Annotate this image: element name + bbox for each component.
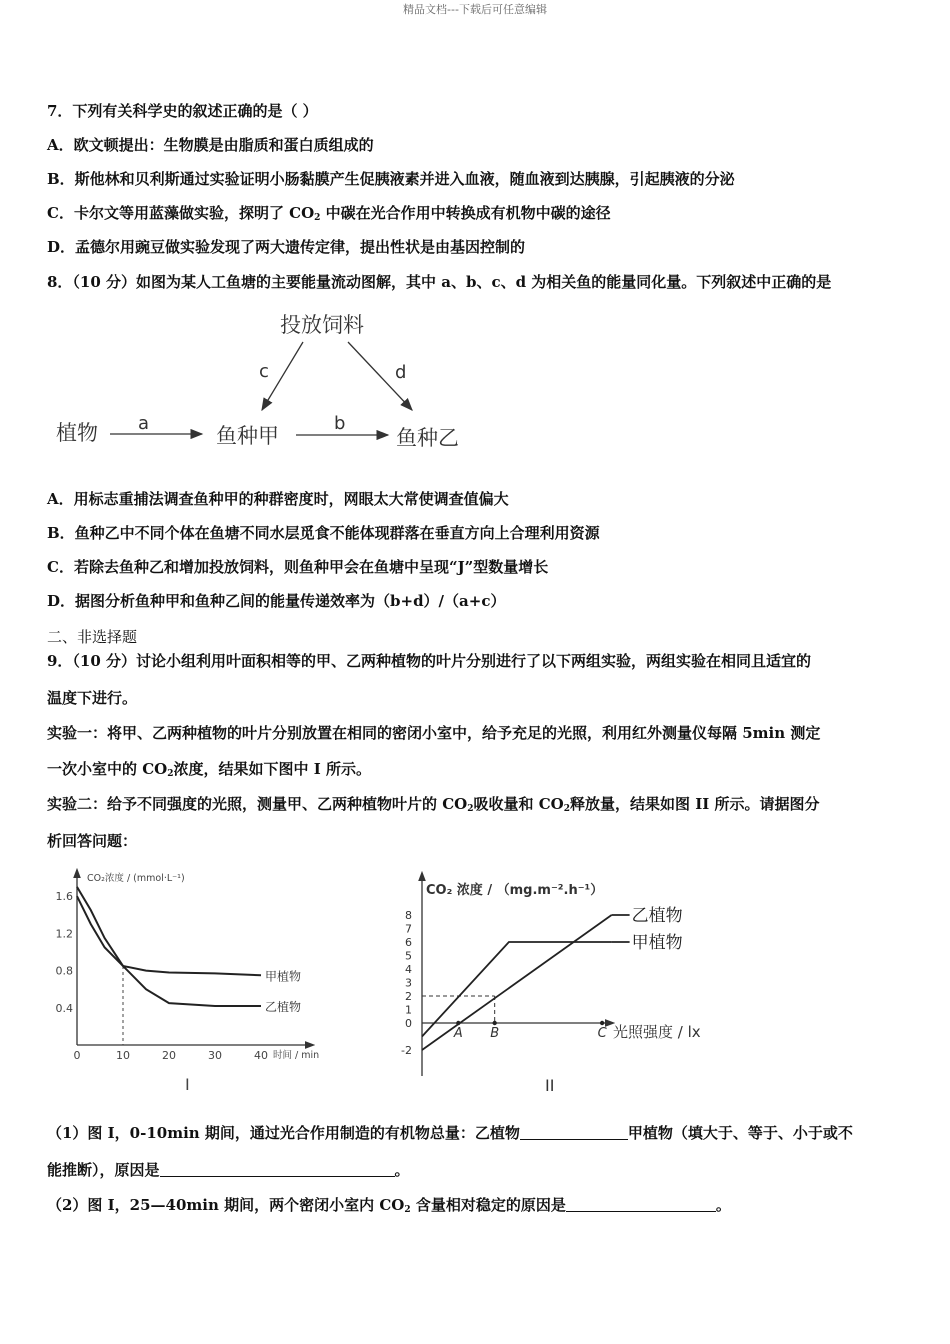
chart2-xlabel: 光照强度 / lx xyxy=(613,1023,701,1041)
chart1-ytick: 0.8 xyxy=(55,964,73,978)
chart1-series-label: 乙植物 xyxy=(265,999,302,1014)
label-c: c xyxy=(259,361,269,382)
chart2-xmark-dot xyxy=(492,1021,496,1025)
fish-a-label: 鱼种甲 xyxy=(216,424,279,448)
q8-option-c: C．若除去鱼种乙和增加投放饲料，则鱼种甲会在鱼塘中呈现“J”型数量增长 xyxy=(47,558,549,576)
chart2-title: II xyxy=(545,1076,555,1095)
chart2-ytick: 5 xyxy=(405,949,412,963)
chart1-xtick: 10 xyxy=(116,1049,130,1062)
page-header: 精品文档---下载后可任意编辑 xyxy=(403,3,547,16)
q9-sub1-line1: （1）图 I，0-10min 期间，通过光合作用制造的有机物总量：乙植物 甲植物（填大于、等于、小于或不 xyxy=(47,1124,853,1142)
chart1-series-label: 甲植物 xyxy=(265,969,302,984)
chart2-xmark: C xyxy=(597,1026,607,1041)
q9-sub1-line2: 能推断），原因是 。 xyxy=(47,1161,410,1179)
plant-label: 植物 xyxy=(56,421,98,445)
q9-exp2-line2: 析回答问题： xyxy=(47,832,138,850)
feed-label: 投放饲料 xyxy=(280,313,364,337)
energy-flow-diagram xyxy=(40,305,500,465)
label-b: b xyxy=(334,413,346,434)
chart1-ytick: 1.6 xyxy=(55,890,73,904)
label-d: d xyxy=(395,362,407,383)
chart2-series-line xyxy=(422,942,612,1037)
chart2-ytick: 2 xyxy=(405,990,412,1003)
q9-line2: 温度下进行。 xyxy=(47,689,138,707)
chart2-xmark: B xyxy=(490,1026,500,1041)
section-title: 二、非选择题 xyxy=(47,628,138,646)
chart2-ytick: 1 xyxy=(405,1003,412,1017)
label-a: a xyxy=(138,413,150,434)
chart1-xtick: 20 xyxy=(162,1049,176,1062)
chart2-ytick: -2 xyxy=(401,1044,412,1057)
q8-option-b: B．鱼种乙中不同个体在鱼塘不同水层觅食不能体现群落在垂直方向上合理利用资源 xyxy=(47,524,600,542)
q7-option-b: B．斯他林和贝利斯通过实验证明小肠黏膜产生促胰液素并进入血液，随血液到达胰腺，引起胰液的分泌 xyxy=(47,170,735,188)
q7-option-d: D．孟德尔用豌豆做实验发现了两大遗传定律，提出性状是由基因控制的 xyxy=(47,238,526,256)
chart2-xmark-dot xyxy=(600,1021,604,1025)
q8-option-a: A．用标志重捕法调查鱼种甲的种群密度时，网眼太大常使调查值偏大 xyxy=(47,490,509,508)
chart1-xtick: 0 xyxy=(73,1049,81,1062)
q7-option-c: C．卡尔文等用蓝藻做实验，探明了 $CO_2$ 中碳在光合作用中转换成有机物中碳的途径 xyxy=(47,204,611,223)
chart2-series-line xyxy=(422,915,612,1050)
chart1-ylabel: CO₂浓度 / (mmol·L⁻¹) xyxy=(87,873,185,884)
q7-stem: 7．下列有关科学史的叙述正确的是（ ） xyxy=(47,102,318,120)
chart1-ytick: 0.4 xyxy=(55,1001,73,1015)
chart1-xlabel: 时间 / min xyxy=(273,1050,320,1061)
chart1-xtick: 40 xyxy=(254,1049,268,1062)
chart2-ytick: 6 xyxy=(405,936,412,949)
chart1-ytick: 1.2 xyxy=(55,927,73,941)
q8-option-d: D．据图分析鱼种甲和鱼种乙间的能量传递效率为（b+d）/（a+c） xyxy=(47,592,506,610)
q9-exp1-line2: 一次小室中的 $CO_2$浓度，结果如下图中 I 所示。 xyxy=(47,760,371,779)
q8-stem: 8．（10 分）如图为某人工鱼塘的主要能量流动图解，其中 a、b、c、d 为相关鱼的能量同化量。下列叙述中正确的是 xyxy=(47,273,832,291)
chart-i xyxy=(45,865,365,1100)
chart2-ytick: 0 xyxy=(405,1017,412,1030)
chart2-ytick: 7 xyxy=(405,922,412,936)
chart2-series-label: 乙植物 xyxy=(631,906,683,926)
chart2-series-label: 甲植物 xyxy=(631,933,683,953)
q9-sub2-line: （2）图 I，25—40min 期间，两个密闭小室内 $CO_2$ 含量相对稳定的原因是 。 xyxy=(47,1196,731,1215)
answer-blank-2[interactable] xyxy=(160,1162,395,1177)
chart2-xmark: A xyxy=(453,1026,463,1041)
q9-exp1-line1: 实验一：将甲、乙两种植物的叶片分别放置在相同的密闭小室中，给予充足的光照，利用红外测量仪每隔 5min 测定 xyxy=(47,724,821,742)
chart1-series-line xyxy=(77,896,261,975)
chart2-ytick: 3 xyxy=(405,976,412,990)
answer-blank-1[interactable] xyxy=(520,1125,628,1140)
chart1-title: I xyxy=(185,1075,190,1094)
answer-blank-3[interactable] xyxy=(566,1197,716,1212)
chart1-xtick: 30 xyxy=(208,1049,222,1062)
fish-b-label: 鱼种乙 xyxy=(396,426,459,450)
q9-exp2-line1: 实验二：给予不同强度的光照，测量甲、乙两种植物叶片的 $CO_2$吸收量和 $CO_2$释放量，结果如图 II 所示。请据图分 xyxy=(47,795,820,814)
chart-ii xyxy=(395,870,740,1100)
q9-line1: 9．（10 分）讨论小组利用叶面积相等的甲、乙两种植物的叶片分别进行了以下两组实验，两组实验在相同且适宜的 xyxy=(47,652,812,670)
chart2-ylabel: CO₂ 浓度 / （mg.m⁻².h⁻¹） xyxy=(426,883,604,898)
q7-option-a: A．欧文顿提出：生物膜是由脂质和蛋白质组成的 xyxy=(47,136,374,154)
chart2-ytick: 4 xyxy=(405,963,412,976)
chart2-ytick: 8 xyxy=(405,909,412,922)
